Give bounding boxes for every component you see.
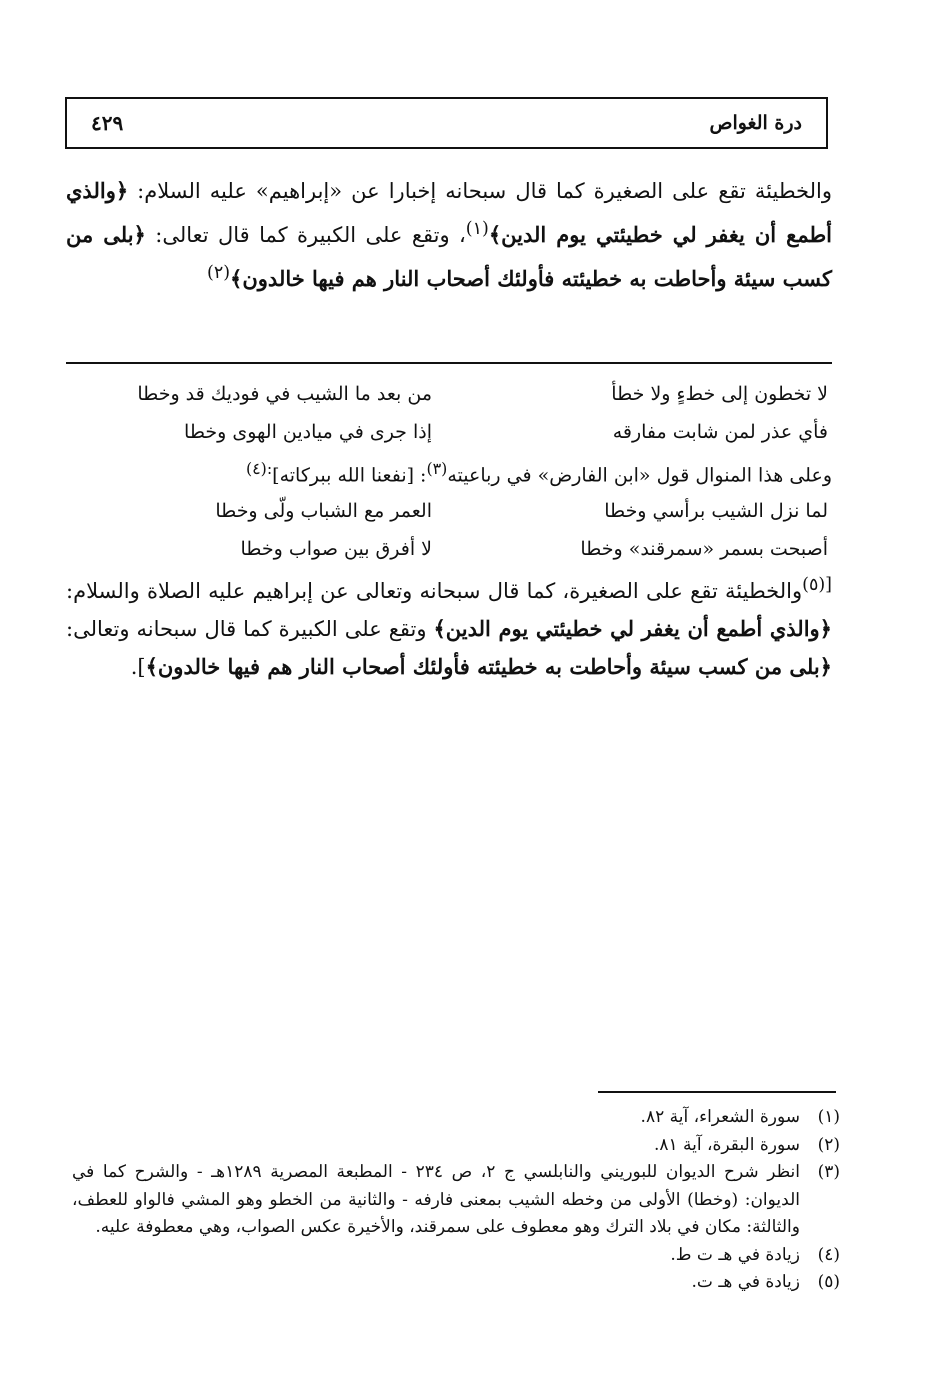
footnote-number: (٤): [817, 1244, 840, 1265]
page-number: ٤٢٩: [91, 111, 124, 135]
verse-2-first-hemistich: فأي عذر لمن شابت مفارقه: [612, 421, 828, 443]
verse-1-second-hemistich: من بعد ما الشيب في فوديك قد وخطا: [137, 383, 432, 405]
footnote-number: (٢): [817, 1134, 840, 1155]
footnote-ref-4: :(٤): [245, 459, 273, 478]
transition-line: [66, 450, 832, 494]
paragraph-2-end: ].: [130, 655, 146, 679]
verse-4-first-hemistich: أصبحت بسمر «سمرقند» وخطا: [580, 538, 828, 560]
footnote-item: [72, 1269, 840, 1297]
quran-quote-1: ﴿والذي أطمع أن يغفر لي خطيئتي يوم الدين﴾: [66, 178, 833, 247]
footnote-number: (٥): [817, 1272, 840, 1292]
paragraph-2-text: والخطيئة تقع على الصغيرة، كما قال سبحانه وتعالى عن إبراهيم عليه الصلاة والسلام:: [66, 579, 803, 603]
verse-line-1: [66, 375, 832, 413]
section-divider: [66, 362, 832, 364]
footnote-ref-5: [(٥): [802, 575, 832, 595]
running-title: درة الغواص: [709, 112, 802, 134]
quran-quote-2: ﴿بلى من كسب سيئة وأحاطت به خطيئته فأولئك أصحاب النار هم فيها خالدون﴾: [66, 222, 832, 291]
footnote-item: [72, 1159, 840, 1242]
footnote-item: [72, 1242, 840, 1270]
transition-text-2: : [نفعنا الله ببركاته]: [272, 464, 427, 487]
paragraph-1-text: والخطيئة تقع على الصغيرة كما قال سبحانه إخبارا عن «إبراهيم» عليه السلام:: [128, 179, 832, 203]
footnote-text: سورة الشعراء، آية ٨٢.: [640, 1107, 800, 1127]
verse-line-3: [66, 492, 832, 530]
paragraph-1-text-2: ، وتقع على الكبيرة كما قال تعالى:: [145, 223, 466, 247]
verse-3-first-hemistich: لما نزل الشيب برأسي وخطا: [604, 500, 828, 522]
page-header: [65, 97, 828, 149]
footnote-text: زيادة في هـ ت ط.: [670, 1244, 800, 1265]
verse-3-second-hemistich: العمر مع الشباب ولّى وخطا: [215, 500, 432, 522]
paragraph-2-text-2: وتقع على الكبيرة كما قال سبحانه وتعالى:: [66, 617, 434, 641]
verse-1-first-hemistich: لا تخطون إلى خطءٍ ولا خطأ: [611, 383, 828, 405]
verse-2-second-hemistich: إذا جرى في ميادين الهوى وخطا: [184, 421, 432, 443]
footnote-item: [72, 1132, 840, 1160]
verse-4-second-hemistich: لا أفرق بين صواب وخطا: [240, 538, 432, 560]
footnote-number: (١): [817, 1107, 840, 1127]
footnote-text: انظر شرح الديوان للبوريني والنابلسي ج ٢، ص ٢٣٤ - المطبعة المصرية ١٢٨٩هـ - والشرح كما في الديوان: (وخطا) الأولى من وخطه الشيب بمعنى فارفه - والثانية من الخطو وهو المشي فالواو للعطف، والثالثة: مكان في بلاد الترك وهو معطوف على سمرقند، والأخيرة عكس الصواب، وهي معطوفة عليه.: [72, 1162, 800, 1237]
footnote-text: سورة البقرة، آية ٨١.: [653, 1134, 800, 1155]
transition-text: وعلى هذا المنوال قول «ابن الفارض» في رباعيته: [447, 464, 832, 487]
paragraph-1: [66, 172, 832, 298]
footnotes: [72, 1104, 840, 1297]
footnote-divider: [598, 1091, 836, 1093]
footnote-text: زيادة في هـ ت.: [691, 1272, 800, 1292]
footnote-ref-1: (١): [465, 219, 489, 239]
quran-quote-3: ﴿والذي أطمع أن يغفر لي خطيئتي يوم الدين﴾: [433, 616, 832, 641]
verse-line-4: [66, 530, 832, 568]
footnote-ref-2: (٢): [206, 263, 231, 283]
quran-quote-4: ﴿بلى من كسب سيئة وأحاطت به خطيئته فأولئك أصحاب النار هم فيها خالدون﴾: [145, 654, 832, 679]
verse-line-2: [66, 413, 832, 451]
footnote-ref-3: (٣): [426, 459, 448, 478]
paragraph-2: [66, 566, 832, 686]
footnote-number: (٣): [817, 1162, 840, 1182]
footnote-item: [72, 1104, 840, 1132]
